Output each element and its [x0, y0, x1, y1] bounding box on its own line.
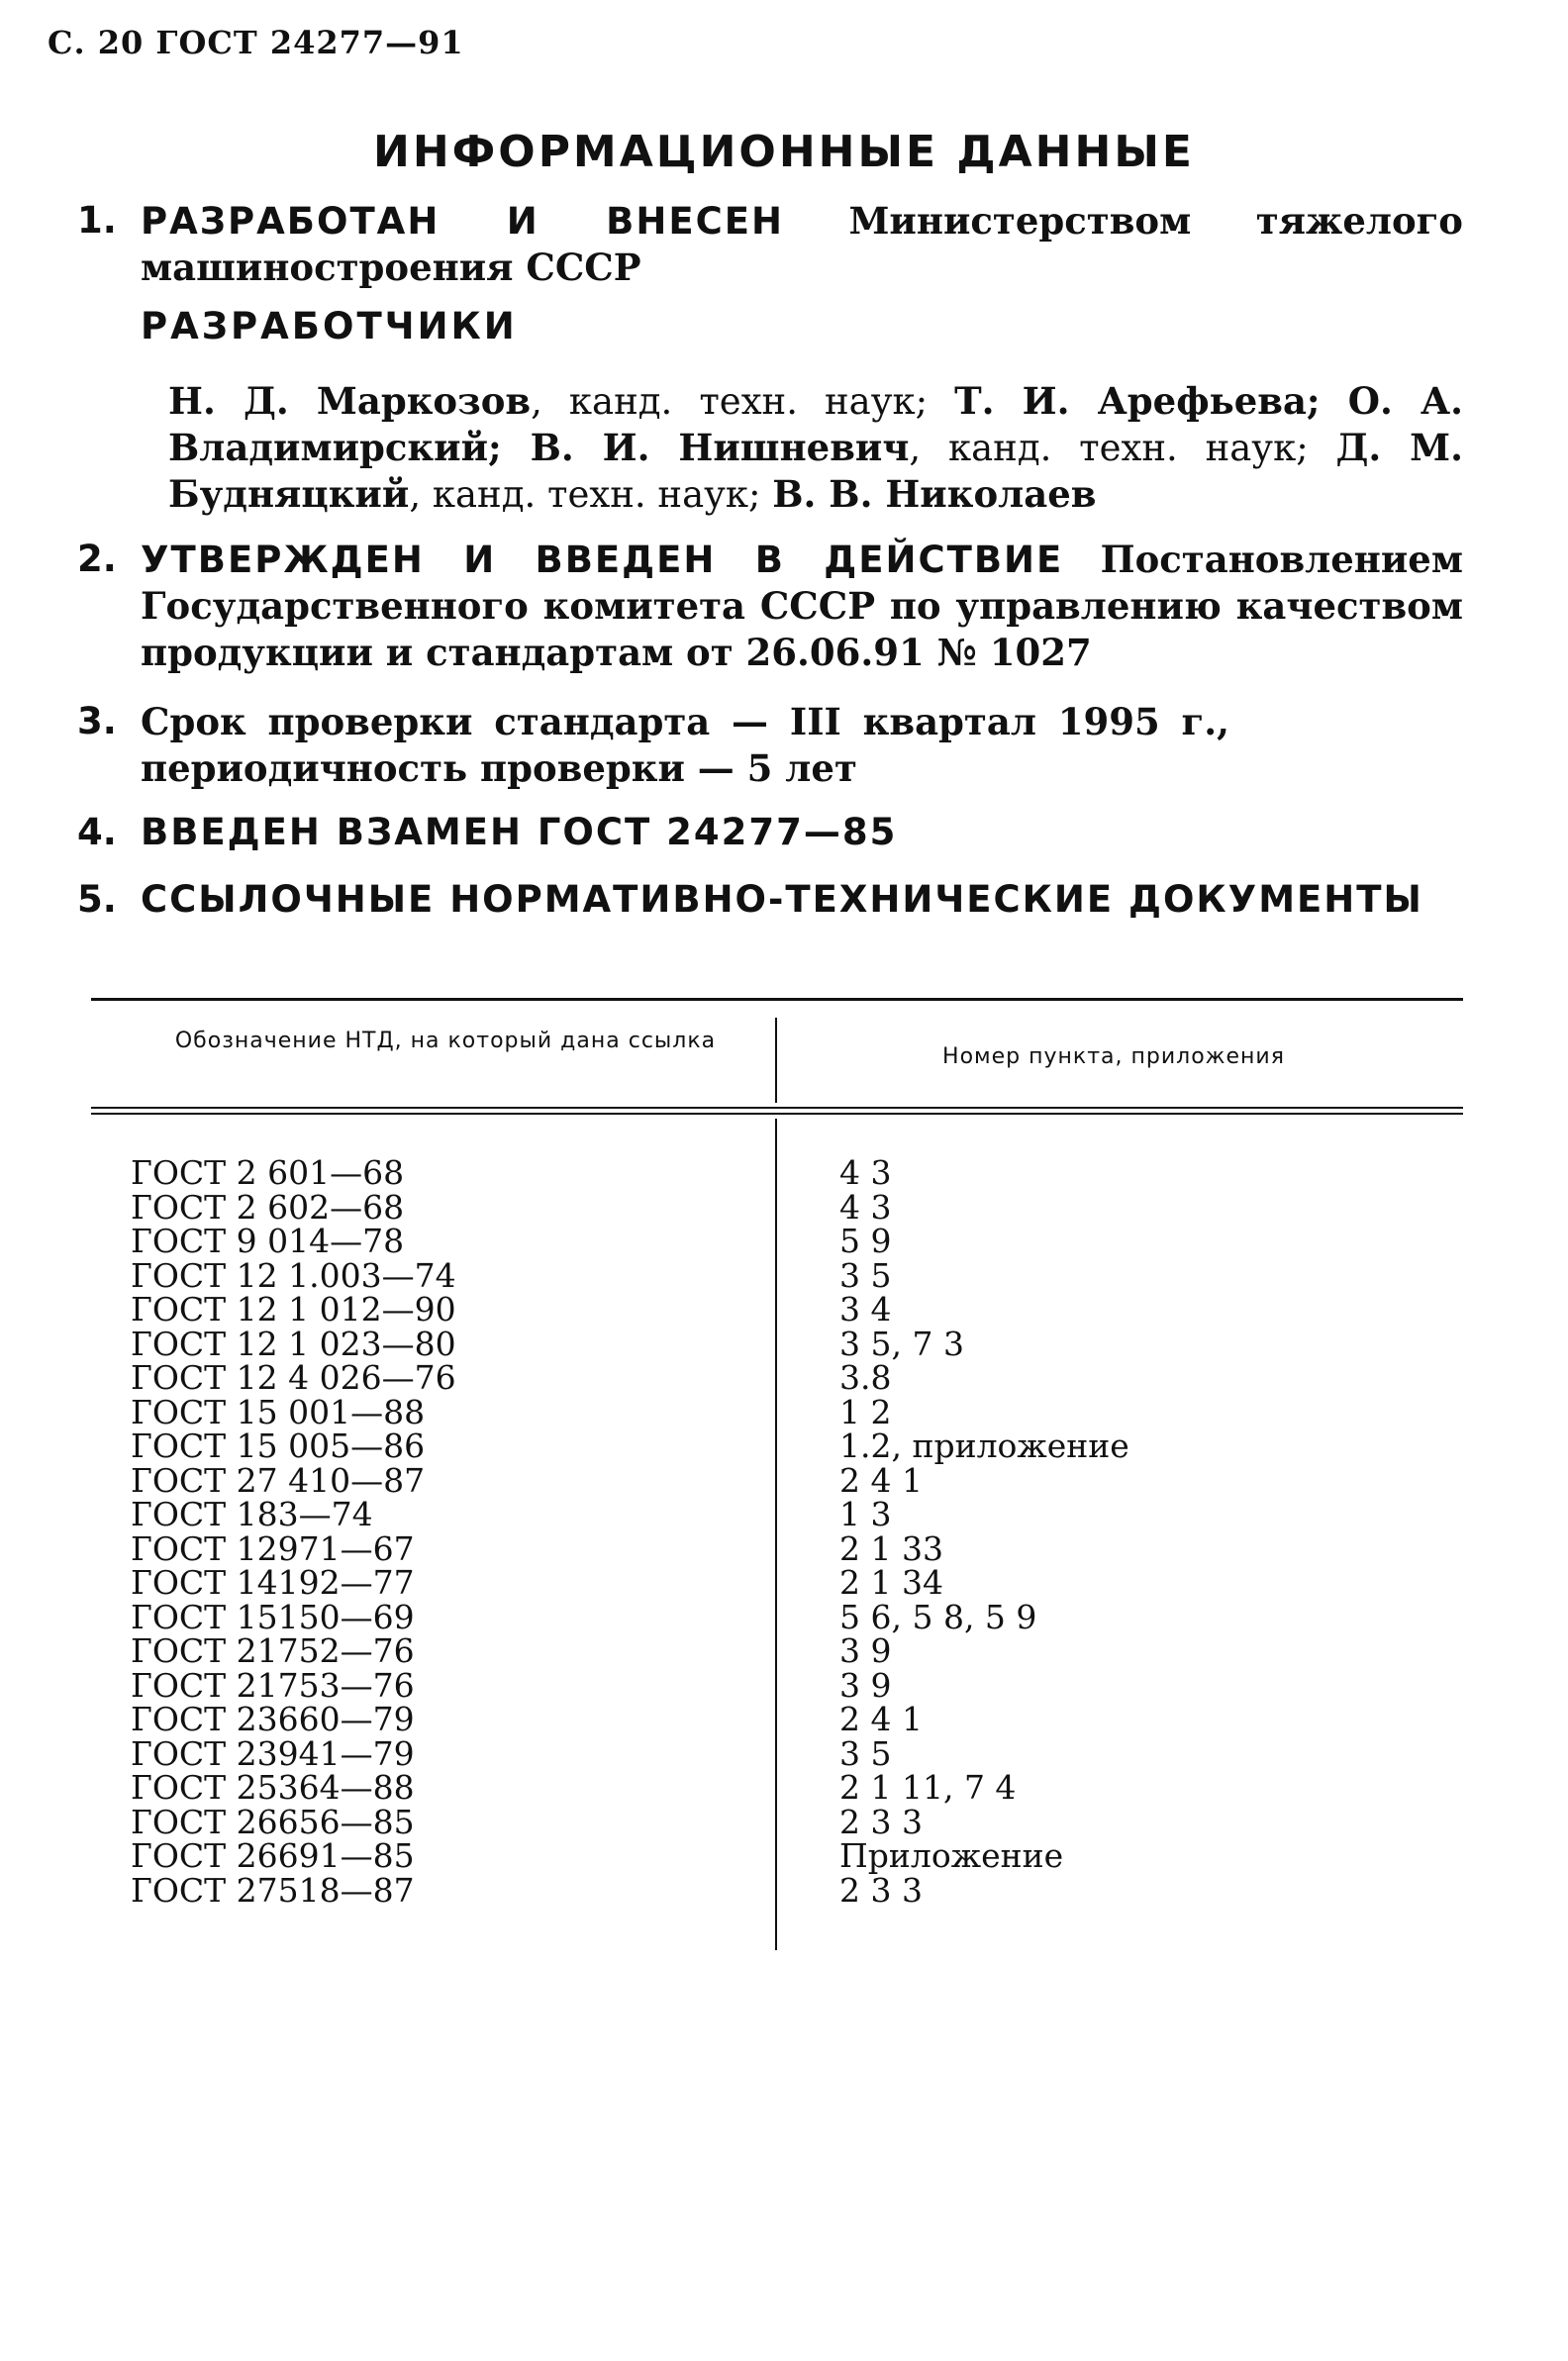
developer-degree: , канд. техн. наук; — [409, 473, 773, 516]
table-header-rule — [91, 1113, 1463, 1115]
developer-name: Н. Д. Маркозов — [168, 379, 532, 423]
item-number: 1. — [77, 199, 117, 242]
table-cell-clause: 1 3 — [839, 1495, 892, 1533]
table-row — [0, 1836, 1568, 1875]
table-row — [0, 1255, 1568, 1295]
table-cell-clause: 3 5, 7 3 — [839, 1324, 964, 1363]
table-cell-designation: ГОСТ 27518—87 — [131, 1870, 415, 1910]
item-lead: УТВЕРЖДЕН И ВВЕДЕН В ДЕЙСТВИЕ — [141, 539, 1064, 581]
table-row — [0, 1187, 1568, 1227]
item-number: 4. — [77, 811, 117, 853]
page-title: ИНФОРМАЦИОННЫЕ ДАННЫЕ — [373, 127, 1195, 177]
item-number: 3. — [77, 700, 117, 742]
item-text: Срок проверки стандарта — III квартал 1995 г., периодичность проверки — 5 лет — [141, 700, 1229, 790]
item-text: ВВЕДЕН ВЗАМЕН ГОСТ 24277—85 — [141, 811, 898, 853]
info-item-3 — [77, 699, 1463, 792]
developers-list — [168, 378, 1463, 518]
table-row — [0, 1802, 1568, 1841]
table-cell-designation: ГОСТ 21752—76 — [131, 1631, 415, 1670]
table-cell-clause: 2 3 3 — [839, 1870, 923, 1910]
table-cell-clause: 2 4 1 — [839, 1460, 923, 1500]
table-cell-designation: ГОСТ 12 1 023—80 — [131, 1324, 456, 1363]
table-row — [0, 1392, 1568, 1431]
table-row — [0, 1460, 1568, 1500]
table-row — [0, 1290, 1568, 1328]
item-text: Министерством тяжелого машиностроения СССР — [141, 199, 1463, 289]
table-cell-designation: ГОСТ 14192—77 — [131, 1563, 415, 1602]
developer-name: В. В. Николаев — [772, 472, 1097, 516]
developers-heading: РАЗРАБОТЧИКИ — [141, 305, 518, 347]
table-row — [0, 1426, 1568, 1465]
table-cell-clause: 1 2 — [839, 1392, 892, 1431]
table-cell-designation: ГОСТ 2 601—68 — [131, 1153, 405, 1192]
table-header-clause: Номер пункта, приложения — [942, 1044, 1285, 1069]
table-cell-clause: 3 5 — [839, 1255, 892, 1295]
table-cell-clause: 3 9 — [839, 1665, 892, 1705]
table-cell-designation: ГОСТ 12 1 012—90 — [131, 1290, 456, 1328]
developer-degree: , канд. техн. наук; — [531, 380, 955, 423]
table-row — [0, 1631, 1568, 1670]
developer-name: Т. И. Арефьева; О. А. Владимирский; В. И. Нишневич — [168, 379, 1463, 469]
table-cell-clause: 2 1 33 — [839, 1528, 943, 1568]
developer-degree: , канд. техн. наук; — [909, 427, 1336, 469]
table-cell-designation: ГОСТ 25364—88 — [131, 1768, 415, 1807]
table-row — [0, 1665, 1568, 1705]
table-row — [0, 1324, 1568, 1363]
table-top-rule — [91, 998, 1463, 1001]
info-item-4 — [77, 810, 1463, 855]
table-header-designation: Обозначение НТД, на который дана ссылка — [174, 1029, 717, 1053]
table-row — [0, 1700, 1568, 1738]
info-item-2 — [77, 537, 1463, 676]
table-cell-designation: ГОСТ 26656—85 — [131, 1802, 415, 1841]
table-cell-clause: 2 1 11, 7 4 — [839, 1768, 1017, 1807]
table-row — [0, 1597, 1568, 1636]
table-cell-designation: ГОСТ 15 001—88 — [131, 1392, 426, 1431]
info-item-5 — [77, 877, 1463, 923]
table-row — [0, 1358, 1568, 1397]
table-row — [0, 1768, 1568, 1807]
table-cell-designation: ГОСТ 15150—69 — [131, 1597, 415, 1636]
item-number: 5. — [77, 878, 117, 921]
table-cell-clause: 4 3 — [839, 1153, 892, 1192]
table-cell-clause: 5 9 — [839, 1222, 892, 1260]
info-item-1 — [77, 198, 1463, 291]
table-header-rule — [91, 1107, 1463, 1109]
table-cell-clause: 3 5 — [839, 1733, 892, 1773]
table-cell-clause: 3.8 — [839, 1358, 892, 1397]
table-row — [0, 1153, 1568, 1192]
table-row — [0, 1528, 1568, 1568]
item-lead: РАЗРАБОТАН И ВНЕСЕН — [141, 200, 785, 243]
table-row — [0, 1495, 1568, 1533]
table-cell-clause: 2 4 1 — [839, 1700, 923, 1738]
table-cell-clause: 3 4 — [839, 1290, 892, 1328]
item-text: Постановлением Государственного комитета СССР по управлению качеством продукции и стандартам от 26.06.91 № 1027 — [141, 538, 1463, 674]
table-cell-designation: ГОСТ 21753—76 — [131, 1665, 415, 1705]
table-cell-clause: 5 6, 5 8, 5 9 — [839, 1597, 1037, 1636]
table-cell-designation: ГОСТ 12 4 026—76 — [131, 1358, 456, 1397]
table-cell-designation: ГОСТ 12971—67 — [131, 1528, 415, 1568]
table-cell-clause: 4 3 — [839, 1187, 892, 1227]
table-cell-designation: ГОСТ 23941—79 — [131, 1733, 415, 1773]
table-cell-clause: 1.2, приложение — [839, 1426, 1129, 1465]
developer-name: Д. М. Будняцкий — [168, 426, 1463, 516]
page-header: С. 20 ГОСТ 24277—91 — [48, 24, 464, 61]
table-cell-designation: ГОСТ 15 005—86 — [131, 1426, 426, 1465]
table-row — [0, 1733, 1568, 1773]
table-cell-clause: Приложение — [839, 1836, 1064, 1875]
table-cell-designation: ГОСТ 183—74 — [131, 1495, 373, 1533]
table-cell-clause: 2 1 34 — [839, 1563, 943, 1602]
table-row — [0, 1563, 1568, 1602]
item-number: 2. — [77, 538, 117, 580]
table-cell-designation: ГОСТ 26691—85 — [131, 1836, 415, 1875]
table-cell-clause: 2 3 3 — [839, 1802, 923, 1841]
table-body — [0, 1153, 1568, 1910]
item-text: ССЫЛОЧНЫЕ НОРМАТИВНО-ТЕХНИЧЕСКИЕ ДОКУМЕНТЫ — [141, 878, 1423, 921]
table-cell-designation: ГОСТ 23660—79 — [131, 1700, 415, 1738]
table-cell-designation: ГОСТ 12 1.003—74 — [131, 1255, 456, 1295]
table-cell-designation: ГОСТ 27 410—87 — [131, 1460, 426, 1500]
table-row — [0, 1222, 1568, 1260]
table-row — [0, 1870, 1568, 1910]
table-header-divider — [775, 1018, 777, 1103]
table-cell-designation: ГОСТ 9 014—78 — [131, 1222, 405, 1260]
table-cell-designation: ГОСТ 2 602—68 — [131, 1187, 405, 1227]
table-cell-clause: 3 9 — [839, 1631, 892, 1670]
